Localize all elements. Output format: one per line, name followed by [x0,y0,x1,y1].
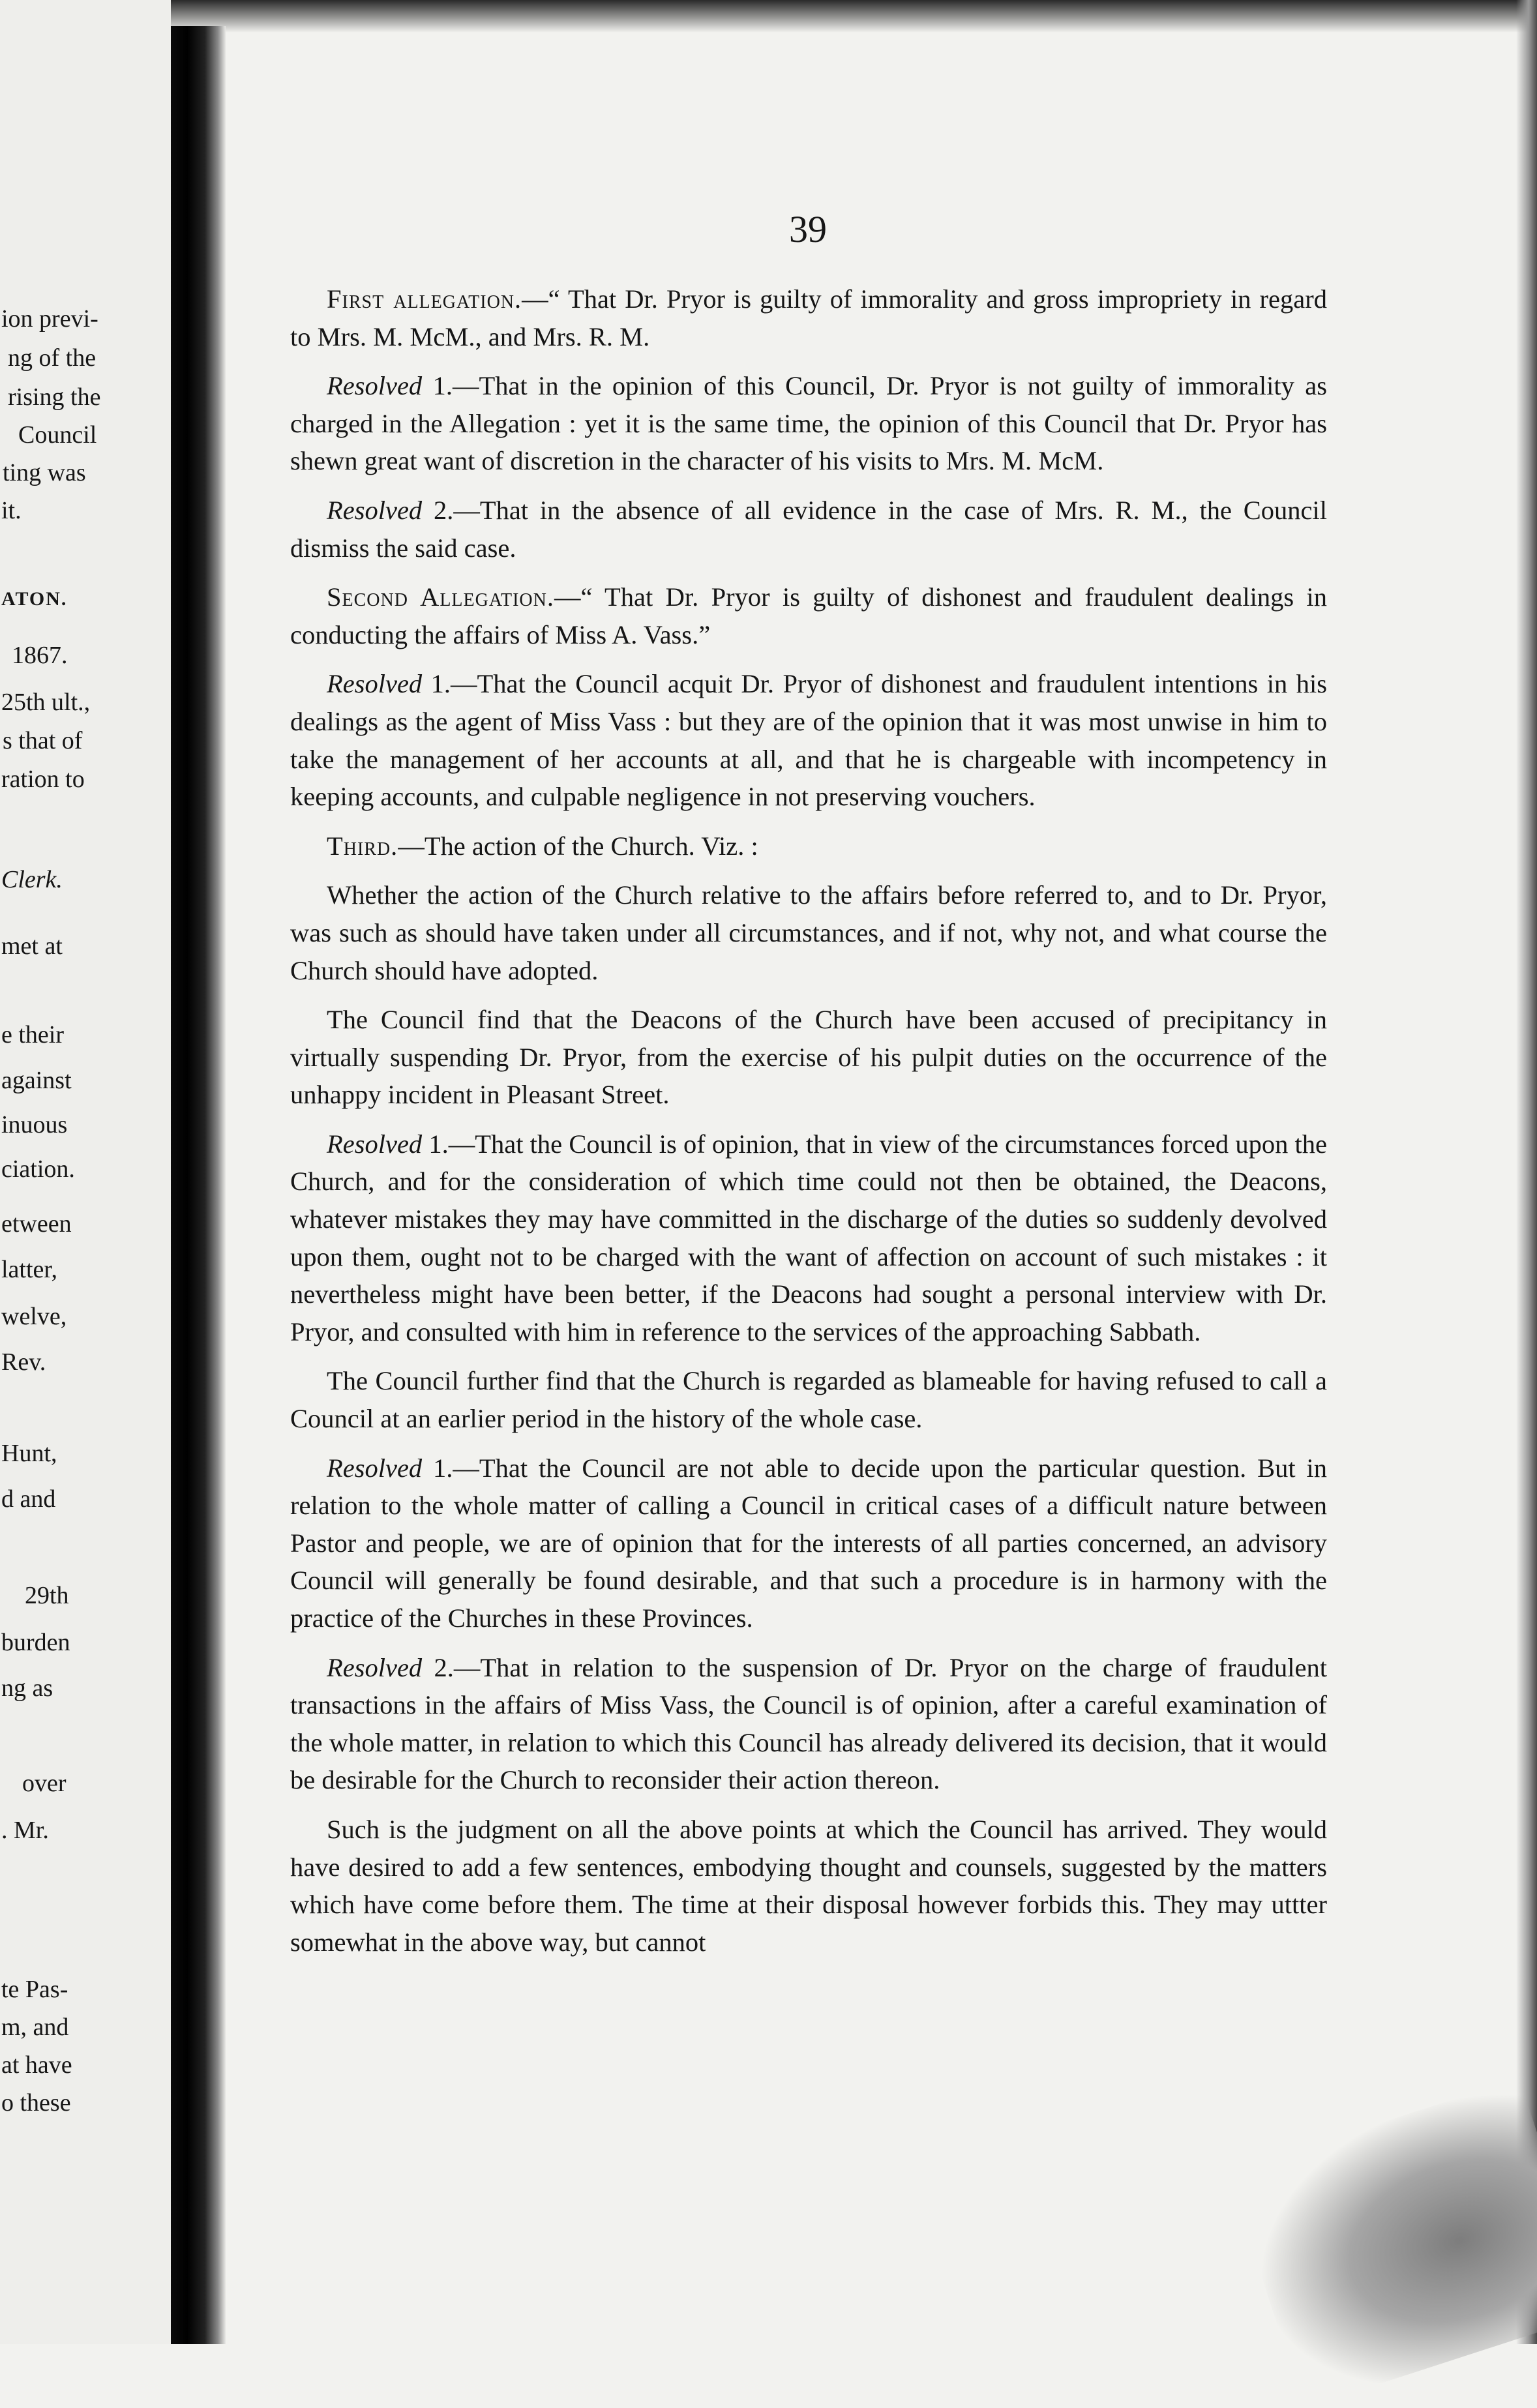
thumb-shadow-corner [1228,2078,1537,2408]
left-page-fragment: o these [1,2089,71,2117]
left-page-fragment: ng as [1,1674,53,1702]
paragraph-resolved [290,1449,1327,1637]
left-page-fragment: m, and [1,2014,69,2041]
left-page-fragment: ration to [1,766,85,793]
left-page-fragment: ting was [3,459,86,486]
left-page-fragment: ciation. [1,1155,75,1183]
paragraph-text: 1.—That in the opinion of this Council, Dr. Pryor is not guilty of immorality as charged in the Allegation : yet it is the same time, the opinion of this Council that Dr. Pryor has shewn great want of discretion in the character of his visits to Mrs. M. McM. [290,371,1327,476]
left-page-fragment: ng of the [8,344,97,372]
paragraph-body [290,1001,1327,1114]
left-page-fragment: Council [18,421,97,449]
scan-top-shadow [0,0,1537,33]
paragraph-third [290,827,1327,865]
paragraph-lead: Resolved [327,1453,423,1483]
left-page-fragment: Hunt, [1,1440,57,1467]
left-page-edge [0,0,171,2344]
paragraph-resolved [290,1649,1327,1799]
left-page-fragment: burden [1,1629,70,1656]
left-page-fragment: at have [1,2051,72,2079]
paragraph-text: Whether the action of the Church relative to the affairs before referred to, and to Dr. Pryor, was such as should have taken under all circumstances, and if not, why not, and what course the Church should have adopted. [290,880,1327,985]
paragraph-lead: Resolved [327,495,423,525]
left-page-fragment: e their [1,1021,65,1048]
paragraph-resolved [290,367,1327,480]
left-page-fragment: . Mr. [1,1817,49,1844]
paragraph-text: 1.—That the Council are not able to decide upon the particular question. But in relation to the whole matter of calling a Council in critical cases of a difficult nature between Pastor and people, we are of opinion that for the interests of all parties concerned, an advisory Council will generally be found desirable, and that such a procedure is in harmony with the practice of the Churches in these Provinces. [290,1453,1327,1633]
left-page-fragment: 25th ult., [1,689,91,716]
paragraph-lead: Second Allegation. [327,582,554,612]
left-page-fragment: ion previ- [1,305,98,333]
paragraph-text: 1.—That the Council is of opinion, that in view of the circumstances forced upon the Church, and for the consideration of which time could not then be obtained, the Deacons, whatever mistakes they may have committed in the discharge of the duties so suddenly devolved upon them, ought not to be charged with the want of affection on account of such mistakes : it nevertheless might have been better, if the Deacons had sought a personal interview with Dr. Pryor, and consulted with him in reference to the services of the approaching Sabbath. [290,1129,1327,1346]
page-body-text [290,280,1327,1972]
paragraph-text: The Council further find that the Church is regarded as blameable for having refused to call a Council at an earlier period in the history of the whole case. [290,1366,1327,1434]
paragraph-second-allegation [290,578,1327,653]
paragraph-lead: Third. [327,831,398,861]
left-page-fragment: Clerk. [1,866,63,893]
left-page-fragment: welve, [1,1303,67,1330]
left-page-fragment: d and [1,1485,56,1513]
paragraph-lead: Resolved [327,371,423,401]
page-number: 39 [789,208,827,250]
paragraph-lead: Resolved [327,1652,423,1682]
left-page-fragment: ATON. [1,588,68,610]
paragraph-text: The Council find that the Deacons of the Church have been accused of precipitancy in virtually suspending Dr. Pryor, from the exercise of his pulpit duties on the occurrence of the unhappy incident in Pleasant Street. [290,1005,1327,1110]
paragraph-resolved [290,1125,1327,1351]
paragraph-text: 1.—That the Council acquit Dr. Pryor of dishonest and fraudulent intentions in his dealings as the agent of Miss Vass : but they are of the opinion that it was most unwise in him to take the management of her accounts at all, and that he is chargeable with incompetency in keeping accounts, and culpable negligence in not preserving vouchers. [290,669,1327,812]
paragraph-body [290,1362,1327,1437]
left-page-fragment: rising the [8,383,101,411]
paragraph-lead: Resolved [327,1129,423,1159]
paragraph-text: Such is the judgment on all the above points at which the Council has arrived. They would have desired to add a few sentences, embodying thought and counsels, suggested by the matters which have come before them. The time at their disposal however forbids this. They may uttter somewhat in the above way, but cannot [290,1814,1327,1957]
paragraph-text: 2.—That in relation to the suspension of Dr. Pryor on the charge of fraudulent transactions in the affairs of Miss Vass, the Council is of opinion, after a careful examination of the whole matter, in relation to which this Council has already delivered its decision, that it would be desirable for the Church to reconsider their action thereon. [290,1652,1327,1795]
page-right-edge [1516,0,1537,2344]
left-page-fragment: te Pas- [1,1976,68,2003]
paragraph-lead: First allegation. [327,284,522,314]
paragraph-text: —“ That Dr. Pryor is guilty of dishonest and fraudulent dealings in conducting the affairs of Miss A. Vass.” [290,582,1327,649]
left-page-fragment: 1867. [12,642,68,669]
paragraph-text: —“ That Dr. Pryor is guilty of immorality and gross impropriety in regard to Mrs. M. McM., and Mrs. R. M. [290,284,1327,351]
paragraph-body [290,876,1327,989]
left-page-fragment: it. [1,497,22,524]
left-page-fragment: against [1,1067,72,1094]
left-page-fragment: latter, [1,1256,58,1283]
paragraph-text: 2.—That in the absence of all evidence in the case of Mrs. R. M., the Council dismiss the said case. [290,495,1327,563]
left-page-fragment: s that of [3,727,83,754]
paragraph-first-allegation [290,280,1327,355]
left-page-fragment: met at [1,932,63,960]
left-page-fragment: over [22,1770,67,1797]
left-page-fragment: 29th [25,1582,69,1609]
left-page-fragment: etween [1,1210,72,1238]
left-page-fragment: inuous [1,1111,68,1138]
book-spine-gutter [171,26,226,2344]
paragraph-resolved [290,665,1327,815]
paragraph-resolved [290,492,1327,567]
paragraph-lead: Resolved [327,669,423,699]
paragraph-text: —The action of the Church. Viz. : [398,831,758,861]
left-page-fragment: Rev. [1,1348,46,1376]
paragraph-body [290,1811,1327,1961]
